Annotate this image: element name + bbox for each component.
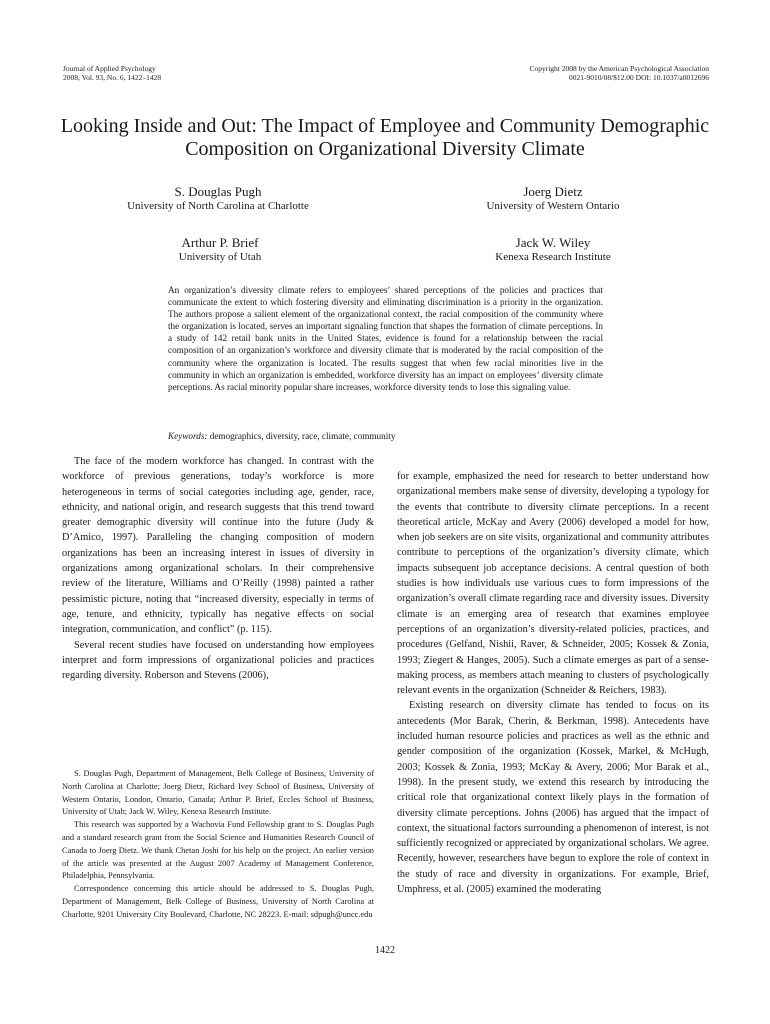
journal-volume: 2008, Vol. 93, No. 6, 1422–1428 (63, 73, 162, 82)
author-block (150, 236, 290, 264)
author-name: Jack W. Wiley (515, 235, 591, 250)
body-paragraph: The face of the modern workforce has changed. In contrast with the workforce of previous generations, today’s workforce is more heterogeneous in terms of social categories including age, gender, race, ethnicity, and national origin, and research suggests that this trend toward greater demographic diversity will continue into the future (Judy & D’Amico, 1997). Paralleling the changing composition of modern organizations has been an increasing interest in issues of diversity in organizations among organizational scholars. In their comprehensive review of the literature, Williams and O’Reilly (1998) painted a rather pessimistic picture, noting that “increased diversity, especially in terms of age, tenure, and ethnicity, typically has negative effects on social integration, communication, and conflict” (p. 115). (62, 456, 374, 636)
author-name: Arthur P. Brief (181, 235, 259, 250)
author-block (470, 236, 636, 264)
footnote-affiliations: S. Douglas Pugh, Department of Management, Belk College of Business, University of North Carolina at Charlotte; Joerg Dietz, Richard Ivey School of Business, University of Western Ontario, London, Ontario, Canada; Arthur P. Brief, Eccles School of Business, University of Utah; Jack W. Wiley, Kenexa Research Institute. (62, 769, 374, 817)
author-affiliation: University of North Carolina at Charlotte (127, 200, 309, 212)
copyright-line: Copyright 2008 by the American Psychological Association (529, 64, 709, 73)
author-affiliation: University of Western Ontario (486, 200, 620, 212)
body-paragraph: Existing research on diversity climate has tended to focus on its antecedents (Mor Barak, Cherin, & Berkman, 1998). Antecedents have included human resource policies and practices as well as the ethnic and gender composition of the organization (Kossek, Markel, & McHugh, 2003; Kossek & Zonia, 1993; McKay & Avery, 2006; Mor Barak et al., 1998). In the present study, we extend this research by introducing the critical role that organizational context likely plays in the formation of diversity climate perceptions. Johns (2006) has argued that the impact of context, the situational factors surrounding a phenomenon of interest, is not sufficiently recognized or appreciated by organizational scholars. We agree. Recently, however, researchers have begun to explore the role of context in the study of race and diversity in organizations. For example, Brief, Umphress, et al. (2005) examined the moderating (397, 700, 709, 896)
author-name: S. Douglas Pugh (174, 184, 262, 199)
keywords-label: Keywords: (168, 431, 208, 441)
keywords-text: demographics, diversity, race, climate, community (209, 431, 396, 441)
keywords (168, 430, 603, 442)
doi-line: 0021-9010/08/$12.00 DOI: 10.1037/a0012696 (569, 73, 709, 82)
page-number: 1422 (375, 945, 395, 956)
footnotes (62, 768, 374, 922)
body-paragraph: for example, emphasized the need for research to better understand how organizational members make sense of diversity, developing a typology for the events that contribute to diversity climate perceptions. In a recent theoretical article, McKay and Avery (2006) developed a model for how, when job seekers are on site visits, organizational and community attributes contribute to perceptions of the organization’s diversity climate, which impacts subsequent job acceptance decisions. A central question of both studies is how individuals use various cues to form impressions of the organization’s overall climate regarding race and diversity issues. Diversity climate is an emerging area of research that examines employee perceptions of an organization’s diversity-related policies, practices, and procedures (Gelfand, Nishii, Raver, & Schneider, 2005; Kossek & Zonia, 1993; Ziegert & Hanges, 2005). Such a climate emerges as part of a sense-making process, as members attach meaning to clusters of psychologically relevant events in the organization (Schneider & Reichers, 1983). (397, 471, 709, 697)
body-column-right (397, 469, 709, 897)
copyright-header (529, 64, 709, 82)
author-name: Joerg Dietz (523, 184, 583, 199)
body-column-left (62, 454, 374, 683)
footnote-funding: This research was supported by a Wachovia Fund Fellowship grant to S. Douglas Pugh and a standard research grant from the Social Science and Humanities Research Council of Canada to Joerg Dietz. We thank Chetan Joshi for his help on the project. An earlier version of the article was presented at the August 2007 Academy of Management Conference, Philadelphia, Pennsylvania. (62, 820, 374, 881)
journal-name: Journal of Applied Psychology (63, 64, 156, 73)
author-affiliation: University of Utah (178, 251, 262, 263)
journal-header (63, 64, 161, 82)
footnote-correspondence: Correspondence concerning this article should be addressed to S. Douglas Pugh, Department of Management, Belk College of Business, University of North Carolina at Charlotte, 9201 University City Boulevard, Charlotte, NC 28223. E-mail: sdpugh@uncc.edu (62, 884, 374, 919)
author-affiliation: Kenexa Research Institute (495, 251, 611, 263)
author-block (100, 185, 336, 213)
abstract: An organization’s diversity climate refers to employees’ shared perceptions of the policies and practices that communicate the extent to which fostering diversity and eliminating discrimination is a priority in the organization. The authors propose a salient element of the organizational context, the racial composition of the community where the organization is located, serves an important signaling function that shapes the formation of climate perceptions. In a study of 142 retail bank units in the United States, evidence is found for a relationship between the racial composition of an organization’s workforce and diversity climate that is moderated by the racial composition of the community where the organization is located. The results suggest that when few racial minorities live in the community in which an organization is embedded, workforce diversity has an impact on employees’ diversity climate perceptions. As racial minority popular share increases, workforce diversity tends to lose this signaling value. (168, 285, 603, 392)
body-paragraph: Several recent studies have focused on understanding how employees interpret and form impressions of organizational policies and practices regarding diversity. Roberson and Stevens (2006), (62, 639, 374, 682)
author-block (455, 185, 651, 213)
article-title: Looking Inside and Out: The Impact of Employee and Community Demographic Composition on Organizational Diversity Climate (60, 115, 710, 160)
